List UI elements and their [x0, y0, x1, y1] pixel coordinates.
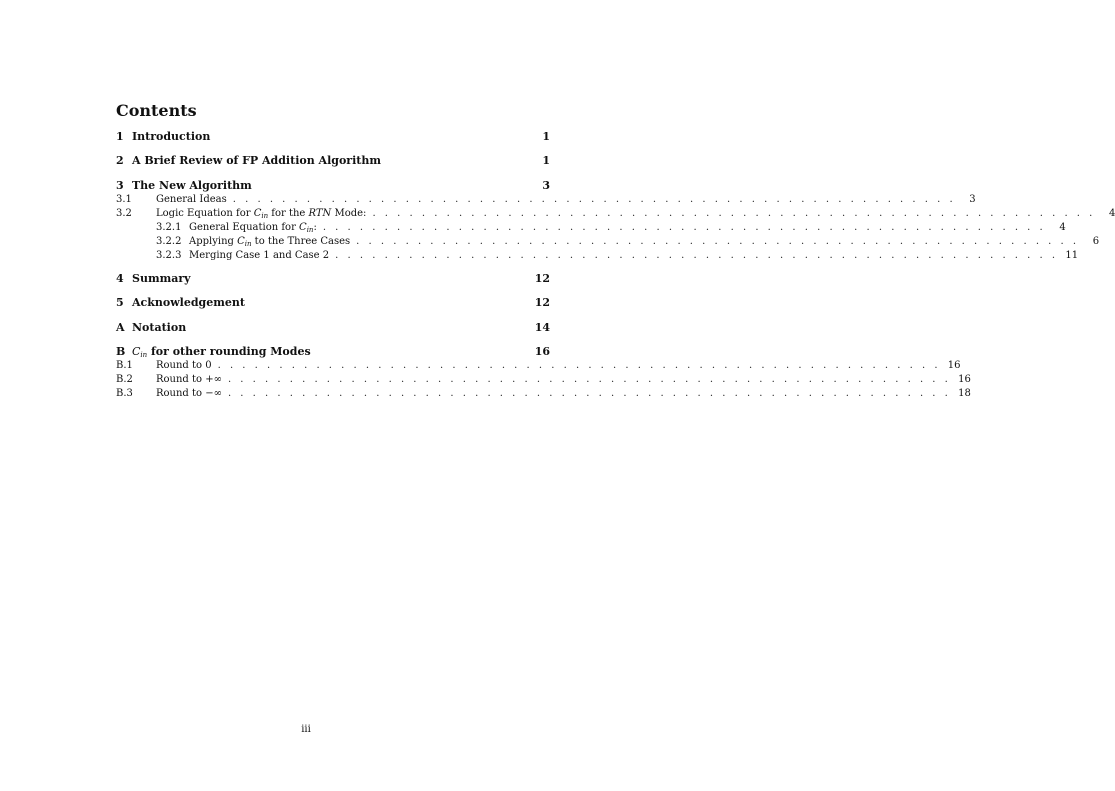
toc-title: Applying $C_{in}$ to the Three Cases [189, 236, 351, 248]
toc-page-number: 11 [1065, 250, 1079, 261]
toc-page-number: 16 [534, 345, 550, 358]
toc-leader-dots: . . . . . . . . . . . . . . . . . . . . . . . . . . . . . . . . . . . . . . . . . . . . . . . . . . . . . . . . . . . [227, 388, 951, 399]
toc-number: B.2 [116, 374, 133, 385]
toc-page-number: 16 [947, 360, 961, 371]
toc-title: Logic Equation for $C_{in}$ for the RTN Mode: [156, 208, 367, 220]
toc-leader-dots: . . . . . . . . . . . . . . . . . . . . . . . . . . . . . . . . . . . . . . . . . . . . . . . . . . . . . . . . . . . [356, 236, 1080, 247]
page-title: Contents [116, 101, 197, 120]
toc-page-number: 4 [1059, 222, 1066, 233]
toc-number: 5 [116, 296, 124, 309]
toc-leader-dots: . . . . . . . . . . . . . . . . . . . . . . . . . . . . . . . . . . . . . . . . . . . . . . . . . . . . . . . . . . . [217, 360, 941, 371]
toc-title: Round to +∞ [156, 374, 222, 385]
toc-number: B.3 [116, 388, 133, 399]
toc-entry-chapter-2[interactable] [116, 154, 550, 168]
toc-title: A Brief Review of FP Addition Algorithm [132, 154, 381, 167]
toc-title: Round to −∞ [156, 388, 222, 399]
toc-title: Introduction [132, 130, 211, 143]
toc-number: 3.2.2 [156, 236, 182, 247]
toc-page-number: 12 [534, 296, 550, 309]
toc-leader-dots: . . . . . . . . . . . . . . . . . . . . . . . . . . . . . . . . . . . . . . . . . . . . . . . . . . . . . . . . . . . [227, 374, 951, 385]
toc-title: Round to 0 [156, 360, 212, 371]
toc-leader-dots: . . . . . . . . . . . . . . . . . . . . . . . . . . . . . . . . . . . . . . . . . . . . . . . . . . . . . . . . . . . [322, 222, 1046, 233]
toc-title: Notation [132, 321, 187, 334]
toc-number: 1 [116, 130, 124, 143]
toc-number: 3.2 [116, 208, 132, 219]
toc-entry-chapter-1[interactable] [116, 130, 550, 144]
toc-leader-dots: . . . . . . . . . . . . . . . . . . . . . . . . . . . . . . . . . . . . . . . . . . . . . . . . . . . . . . . . . . . [372, 208, 1096, 219]
toc-entry-appendix-b[interactable] [116, 345, 550, 359]
toc-number: 4 [116, 272, 124, 285]
toc-number: B.1 [116, 360, 133, 371]
toc-page-number: 14 [534, 321, 550, 334]
toc-page-number: 3 [969, 194, 976, 205]
toc-page-number: 1 [542, 130, 550, 143]
toc-title: Merging Case 1 and Case 2 [189, 250, 330, 261]
toc-number: 3.1 [116, 194, 132, 205]
toc-title: General Equation for $C_{in}$: [189, 222, 317, 234]
toc-entry-subsection-3-2-3[interactable] [156, 250, 1079, 264]
toc-page-number: 12 [534, 272, 550, 285]
page-number: iii [301, 724, 311, 735]
toc-page-number: 3 [542, 179, 550, 192]
toc-entry-appendix-a[interactable] [116, 321, 550, 335]
toc-entry-section-b-1[interactable] [116, 360, 961, 374]
toc-page-number: 6 [1092, 236, 1100, 247]
toc-title: General Ideas [156, 194, 227, 205]
toc-entry-chapter-3[interactable] [116, 179, 550, 193]
toc-number: 3.2.1 [156, 222, 182, 233]
toc-entry-subsection-3-2-2[interactable] [156, 236, 1100, 250]
toc-entry-section-b-2[interactable] [116, 374, 971, 388]
toc-number: A [116, 321, 125, 334]
toc-entry-chapter-5[interactable] [116, 296, 550, 310]
toc-title: The New Algorithm [132, 179, 252, 192]
toc-entry-section-3-2[interactable] [116, 208, 1115, 222]
toc-entry-chapter-4[interactable] [116, 272, 550, 286]
toc-title: Summary [132, 272, 191, 285]
toc-leader-dots: . . . . . . . . . . . . . . . . . . . . . . . . . . . . . . . . . . . . . . . . . . . . . . . . . . . . . . . . . . . [335, 250, 1059, 261]
toc-page-number: 4 [1108, 208, 1115, 219]
toc-number: 2 [116, 154, 124, 167]
toc-entry-section-3-1[interactable] [116, 194, 976, 208]
toc-entry-subsection-3-2-1[interactable] [156, 222, 1066, 236]
toc-page-number: 18 [958, 388, 971, 399]
toc-title: $C_{in}$ for other rounding Modes [132, 345, 311, 359]
toc-number: B [116, 345, 126, 358]
toc-entry-section-b-3[interactable] [116, 388, 971, 402]
toc-title: Acknowledgement [132, 296, 245, 309]
toc-page-number: 1 [542, 154, 550, 167]
toc-leader-dots: . . . . . . . . . . . . . . . . . . . . . . . . . . . . . . . . . . . . . . . . . . . . . . . . . . . . . . . . . . . [232, 194, 956, 205]
toc-number: 3 [116, 179, 124, 192]
toc-number: 3.2.3 [156, 250, 182, 261]
toc-page-number: 16 [958, 374, 971, 385]
